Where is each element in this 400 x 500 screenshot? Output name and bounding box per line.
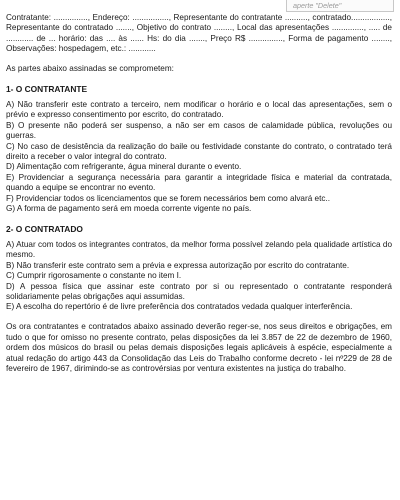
clause-item: F) Providenciar todos os licenciamentos que se forem necessários bem como alvará etc.. [6, 193, 331, 203]
contract-document [6, 13, 392, 374]
intro-text: As partes abaixo assinadas se comprometem: [6, 64, 174, 74]
clause-item: D) Alimentação com refrigerante, água mineral durante o evento. [6, 162, 242, 172]
clause-item: A) Não transferir este contrato a terceiro, nem modificar o horário e o local das apresentações, sem o prévio e expresso consentimento por escrito, do contratado. [6, 100, 392, 120]
section-title: 1- O CONTRATANTE [6, 84, 88, 95]
clause-item: A) Atuar com todos os integrantes contratos, da melhor forma possível zelando pela qualidade artística do mesmo. [6, 240, 392, 260]
clause-item: C) Cumprir rigorosamente o constante no item I. [6, 271, 182, 281]
delete-hint-text: aperte "Delete" [293, 1, 342, 10]
header-paragraph: Contratante: ..............., Endereço: ................, Representante do contratante .........., contratado................., Representante do contratado ......., Objetivo do contrato ........, Local das apresentações .............., ..... de ............ de ... horário: das .... às ...... Hs: do dia ......., Preço R$ ..............., Forma de pagamento ........, Observações: hospedagem, etc.: ............ [6, 13, 392, 54]
clause-item: E) A escolha do repertório é de livre preferência dos contratados vedada qualquer interferência. [6, 302, 353, 312]
clause-item: E) Providenciar a segurança necessária para garantir a integridade física e material da contratada, quando a equipe se encontrar no evento. [6, 172, 392, 193]
closing-paragraph: Os ora contratantes e contratados abaixo assinado deverão reger-se, nos seus direitos e obrigações, em tudo o que for omisso no presente contrato, pelas disposições da lei 3.857 de 22 de dezembro de 1960, ordem dos músicos do brasil ou pelas demais disposições legais aplicáveis à espécie, especialmente a atual redação do artigo 443 da Consolidação das Leis do Trabalho conforme decreto - lei nº229 de 28 de fevereiro de 1967, dirimindo-se as controvérsias por ventura existentes na justiça do trabalho. [6, 322, 392, 373]
section-title: 2- O CONTRATADO [6, 224, 83, 234]
delete-hint-box[interactable] [286, 0, 394, 12]
clause-item: D) A pessoa física que assinar este contrato por si ou representado o contratante responderá solidariamente pelas obrigações aqui assumidas. [6, 281, 392, 302]
clause-item: G) A forma de pagamento será em moeda corrente vigente no país. [6, 204, 252, 214]
clause-item: B) O presente não poderá ser suspenso, a não ser em casos de calamidade pública, revoluções ou guerras. [6, 120, 392, 141]
clause-item: C) No caso de desistência da realização do baile ou festividade constante do contrato, o contratado terá direito a receber o valor integral do contrato. [6, 141, 392, 162]
clause-item: B) Não transferir este contrato sem a prévia e expressa autorização por escrito do contratante. [6, 260, 350, 270]
